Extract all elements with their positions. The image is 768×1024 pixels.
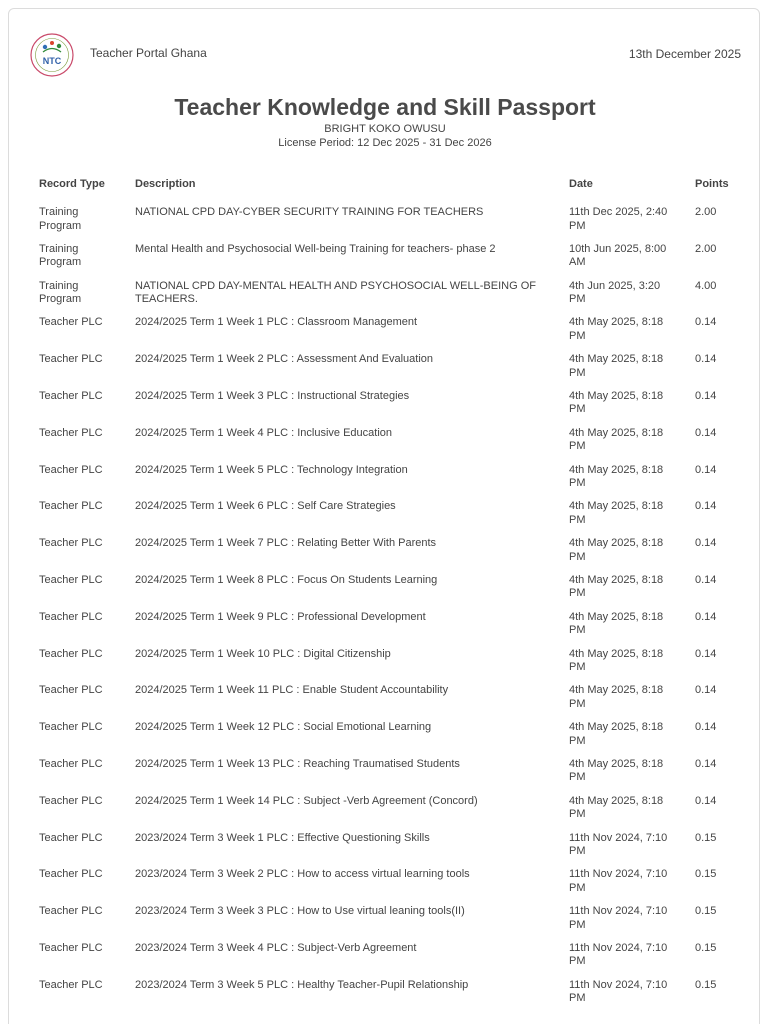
table-header-row <box>31 171 743 204</box>
cell-record-type: Teacher PLC <box>39 647 103 660</box>
cell-date: 4th May 2025, 8:18 PM <box>569 573 664 600</box>
cell-record-type: Teacher PLC <box>39 978 103 991</box>
table-row <box>31 903 743 940</box>
cell-date: 4th May 2025, 8:18 PM <box>569 757 664 784</box>
column-header-record-type: Record Type <box>39 178 105 190</box>
column-header-date: Date <box>569 178 593 190</box>
table-row <box>31 498 743 535</box>
cell-record-type: Teacher PLC <box>39 757 103 770</box>
cell-points: 0.14 <box>695 463 717 476</box>
cell-points: 0.14 <box>695 757 717 770</box>
cell-description: 2023/2024 Term 3 Week 3 PLC : How to Use virtual leaning tools(II) <box>135 905 465 918</box>
cell-date: 4th May 2025, 8:18 PM <box>569 721 664 747</box>
cell-description: 2024/2025 Term 1 Week 11 PLC : Enable Student Accountability <box>135 684 449 697</box>
cell-record-type: Training Program <box>39 242 82 269</box>
cell-description: 2024/2025 Term 1 Week 13 PLC : Reaching Traumatised Students <box>135 757 460 770</box>
cell-date: 4th May 2025, 8:18 PM <box>569 647 664 674</box>
cell-description: 2024/2025 Term 1 Week 7 PLC : Relating Better With Parents <box>135 537 437 550</box>
cell-description: 2024/2025 Term 1 Week 6 PLC : Self Care Strategies <box>135 500 396 513</box>
cell-date: 4th May 2025, 8:18 PM <box>569 610 664 637</box>
page-title: Teacher Knowledge and Skill Passport <box>174 94 596 120</box>
page-header <box>29 31 741 79</box>
cell-points: 2.00 <box>695 206 717 218</box>
table-row <box>31 830 743 867</box>
table-row <box>31 977 743 1014</box>
cell-points: 0.14 <box>695 573 717 586</box>
cell-date: 11th Nov 2024, 7:10 PM <box>569 831 668 858</box>
brand-name: Teacher Portal Ghana <box>90 46 207 60</box>
cell-record-type: Teacher PLC <box>39 463 103 476</box>
table-row <box>31 241 743 278</box>
table-row <box>31 940 743 977</box>
table-row <box>31 756 743 793</box>
cell-points: 0.15 <box>695 905 717 918</box>
table-row <box>31 462 743 499</box>
cell-points: 0.14 <box>695 610 717 623</box>
cell-record-type: Teacher PLC <box>39 353 103 366</box>
cell-record-type: Teacher PLC <box>39 905 103 918</box>
cell-description: 2024/2025 Term 1 Week 1 PLC : Classroom Management <box>135 316 418 329</box>
cell-points: 0.15 <box>695 941 717 954</box>
cell-description: 2023/2024 Term 3 Week 4 PLC : Subject-Verb Agreement <box>135 941 417 954</box>
title-block <box>1 93 768 150</box>
table-row <box>31 278 743 315</box>
cell-points: 4.00 <box>695 279 717 292</box>
holder-name: BRIGHT KOKO OWUSU <box>324 123 446 135</box>
passport-card <box>8 8 760 1024</box>
cell-points: 0.14 <box>695 500 717 513</box>
cell-description: 2024/2025 Term 1 Week 12 PLC : Social Emotional Learning <box>135 721 432 734</box>
logo-text: NTC <box>42 56 62 66</box>
cell-points: 0.14 <box>695 537 717 550</box>
cell-date: 11th Nov 2024, 7:10 PM <box>569 868 668 894</box>
cell-description: 2023/2024 Term 3 Week 2 PLC : How to access virtual learning tools <box>135 868 470 881</box>
cell-description: 2024/2025 Term 1 Week 5 PLC : Technology Integration <box>135 463 408 476</box>
cell-date: 11th Nov 2024, 7:10 PM <box>569 978 668 1005</box>
cell-record-type: Teacher PLC <box>39 794 103 807</box>
cell-points: 0.14 <box>695 316 717 329</box>
table-row <box>31 388 743 425</box>
cell-record-type: Teacher PLC <box>39 684 103 697</box>
table-row <box>31 609 743 646</box>
cell-date: 4th May 2025, 8:18 PM <box>569 463 664 490</box>
cell-record-type: Teacher PLC <box>39 868 103 881</box>
cell-description: 2024/2025 Term 1 Week 3 PLC : Instructional Strategies <box>135 389 410 402</box>
cell-record-type: Teacher PLC <box>39 426 103 439</box>
cell-record-type: Teacher PLC <box>39 573 103 586</box>
cell-date: 10th Jun 2025, 8:00 AM <box>569 242 667 269</box>
cell-points: 2.00 <box>695 242 717 255</box>
cell-description: 2024/2025 Term 1 Week 2 PLC : Assessment And Evaluation <box>135 353 433 366</box>
cell-description: Mental Health and Psychosocial Well-being Training for teachers- phase 2 <box>135 242 496 255</box>
cell-record-type: Teacher PLC <box>39 389 103 402</box>
issue-date: 13th December 2025 <box>628 47 741 61</box>
cell-date: 4th May 2025, 8:18 PM <box>569 500 664 526</box>
cell-record-type: Training Program <box>39 279 82 306</box>
cell-date: 4th May 2025, 8:18 PM <box>569 389 664 416</box>
column-header-description: Description <box>135 178 196 190</box>
cell-date: 4th Jun 2025, 3:20 PM <box>569 279 661 306</box>
column-header-points: Points <box>695 178 729 190</box>
cell-points: 0.15 <box>695 831 717 844</box>
table-row <box>31 646 743 683</box>
license-period: License Period: 12 Dec 2025 - 31 Dec 2026 <box>278 137 492 149</box>
cell-date: 4th May 2025, 8:18 PM <box>569 794 664 821</box>
table-row <box>31 793 743 830</box>
cell-description: 2024/2025 Term 1 Week 14 PLC : Subject -Verb Agreement (Concord) <box>135 794 478 807</box>
table-row <box>31 682 743 719</box>
cell-points: 0.14 <box>695 426 717 439</box>
table-row <box>31 572 743 609</box>
table-row <box>31 204 743 241</box>
cell-description: 2024/2025 Term 1 Week 4 PLC : Inclusive Education <box>135 426 393 439</box>
records-table <box>31 171 743 1014</box>
ntc-logo-icon <box>29 31 75 79</box>
table-row <box>31 351 743 388</box>
cell-points: 0.14 <box>695 389 717 402</box>
cell-record-type: Teacher PLC <box>39 831 103 844</box>
table-row <box>31 425 743 462</box>
cell-points: 0.15 <box>695 978 717 991</box>
cell-description: 2023/2024 Term 3 Week 5 PLC : Healthy Teacher-Pupil Relationship <box>135 978 469 991</box>
cell-record-type: Teacher PLC <box>39 610 103 623</box>
cell-description: 2023/2024 Term 3 Week 1 PLC : Effective Questioning Skills <box>135 831 430 844</box>
table-row <box>31 719 743 756</box>
cell-record-type: Training Program <box>39 206 82 232</box>
cell-description: NATIONAL CPD DAY-CYBER SECURITY TRAINING FOR TEACHERS <box>135 206 484 218</box>
cell-points: 0.14 <box>695 794 717 807</box>
cell-date: 11th Nov 2024, 7:10 PM <box>569 941 668 968</box>
cell-description: 2024/2025 Term 1 Week 8 PLC : Focus On Students Learning <box>135 573 438 586</box>
cell-record-type: Teacher PLC <box>39 316 103 329</box>
cell-date: 4th May 2025, 8:18 PM <box>569 426 664 453</box>
cell-description: 2024/2025 Term 1 Week 10 PLC : Digital Citizenship <box>135 647 391 660</box>
cell-date: 4th May 2025, 8:18 PM <box>569 353 664 379</box>
cell-record-type: Teacher PLC <box>39 537 103 550</box>
cell-date: 11th Dec 2025, 2:40 PM <box>569 206 668 232</box>
cell-points: 0.14 <box>695 684 717 697</box>
cell-date: 4th May 2025, 8:18 PM <box>569 684 664 710</box>
cell-record-type: Teacher PLC <box>39 721 103 734</box>
cell-date: 11th Nov 2024, 7:10 PM <box>569 905 668 931</box>
cell-description: 2024/2025 Term 1 Week 9 PLC : Professional Development <box>135 610 426 623</box>
cell-description: NATIONAL CPD DAY-MENTAL HEALTH AND PSYCHOSOCIAL WELL-BEING OF TEACHERS. <box>135 279 536 306</box>
cell-points: 0.14 <box>695 721 717 734</box>
cell-record-type: Teacher PLC <box>39 941 103 954</box>
cell-date: 4th May 2025, 8:18 PM <box>569 537 664 563</box>
table-row <box>31 866 743 903</box>
cell-points: 0.15 <box>695 868 717 881</box>
cell-date: 4th May 2025, 8:18 PM <box>569 316 664 342</box>
cell-record-type: Teacher PLC <box>39 500 103 513</box>
table-row <box>31 535 743 572</box>
table-row <box>31 314 743 351</box>
cell-points: 0.14 <box>695 353 717 366</box>
cell-points: 0.14 <box>695 647 717 660</box>
